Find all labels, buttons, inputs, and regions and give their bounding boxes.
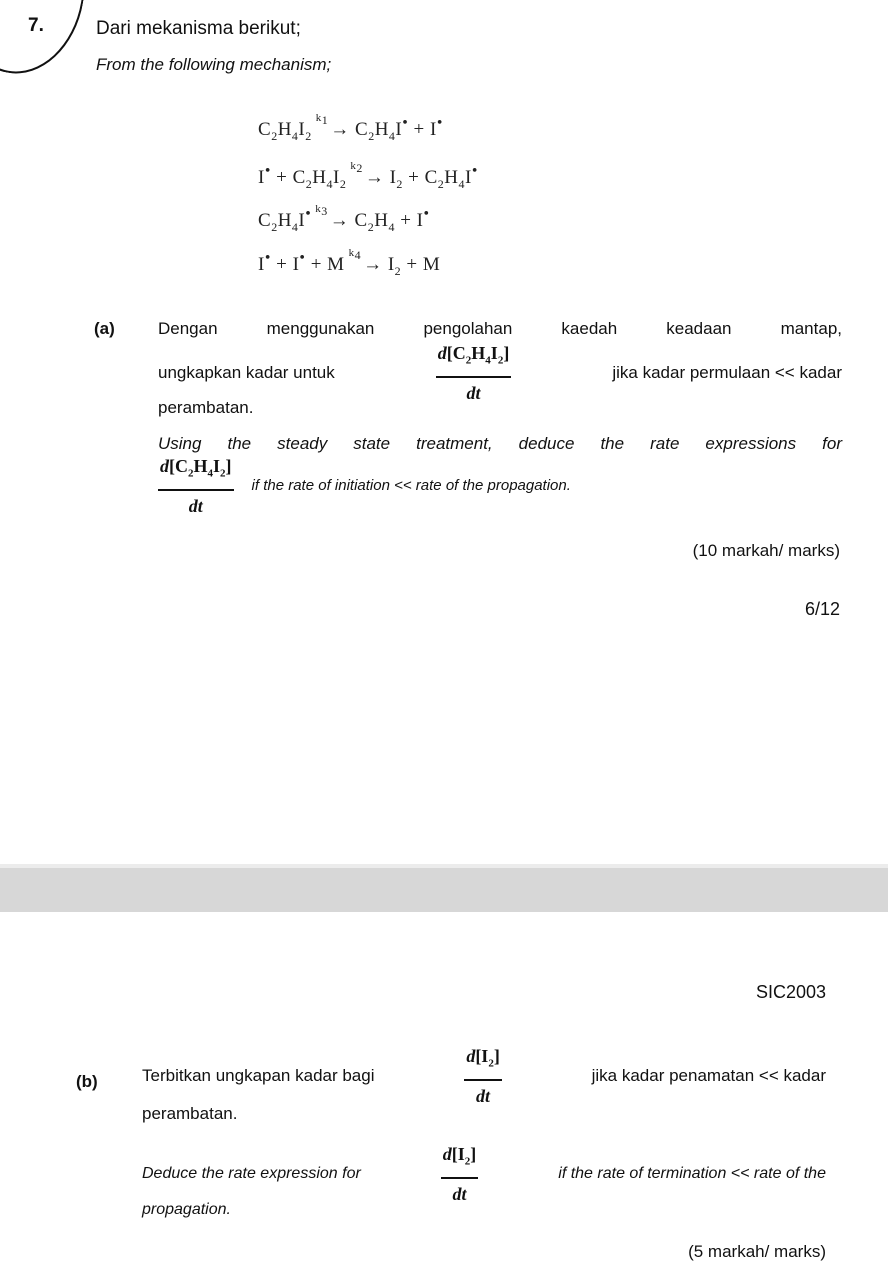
part-b-marks: (5 markah/ marks) [688,1242,826,1261]
part-b-malay-pre: Terbitkan ungkapan kadar bagi [142,1065,375,1085]
page-number: 6/12 [804,599,840,619]
part-b-english-pre: Deduce the rate expression for [142,1164,361,1182]
part-b-malay-line-1 [142,1044,826,1108]
part-a-english-post: if the rate of initiation << rate of the propagation. [251,476,571,494]
part-a-english-line-2 [158,454,571,518]
fraction-dI2-dt-english: $\frac{d[I_2]}{dt}$ [442,1144,477,1204]
reaction-2: $I^• + C_2H_4I_2^{k_2} \to I_2 + C_2H_4I^•$ [258,160,478,191]
part-a-malay-pre: ungkapkan kadar untuk [158,362,335,382]
part-b-english-post: if the rate of termination << rate of the [558,1164,826,1182]
part-b-malay-line-2: perambatan. [142,1104,238,1123]
part-b-label: (b) [76,1072,98,1091]
question-number: 7. [28,15,44,36]
part-b-malay-post: jika kadar penamatan << kadar [591,1065,826,1085]
part-a-malay-line-1: Dengan menggunakan pengolahan kaedah keadaan mantap, [158,319,842,338]
part-b-english-line-2: propagation. [142,1201,231,1218]
part-a-label: (a) [94,319,115,338]
fraction-dC2H4I2-dt-english: $\frac{d[C_2H_4I_2]}{dt}$ [160,456,232,516]
part-a-marks: (10 markah/ marks) [692,541,840,560]
page-separator [0,868,888,912]
fraction-dI2-dt: $\frac{d[I_2]}{dt}$ [466,1046,500,1106]
reaction-1: $C_2H_4I_2^{k_1} \to C_2H_4I^• + I^•$ [258,112,443,143]
question-title-english: From the following mechanism; [96,55,332,74]
fraction-dC2H4I2-dt: $\frac{d[C_2H_4I_2]}{dt}$ [437,343,510,403]
question-title-malay: Dari mekanisma berikut; [96,18,301,39]
reaction-3: $C_2H_4I^•$ $^{k_3} \to C_2H_4 + I^•$ [258,203,430,234]
part-a-english-line-1: Using the steady state treatment, deduce the rate expressions for [158,434,842,453]
part-a-malay-line-2 [158,341,842,405]
question-number-bracket [0,0,97,84]
reaction-4: $I^• + I^• + M^{k_4} \to I_2 + M$ [258,247,441,278]
part-a-malay-post: jika kadar permulaan << kadar [612,362,842,382]
part-b-english-line-1 [142,1142,826,1206]
part-a-malay-line-3: perambatan. [158,398,254,417]
course-code: SIC2003 [755,982,826,1002]
